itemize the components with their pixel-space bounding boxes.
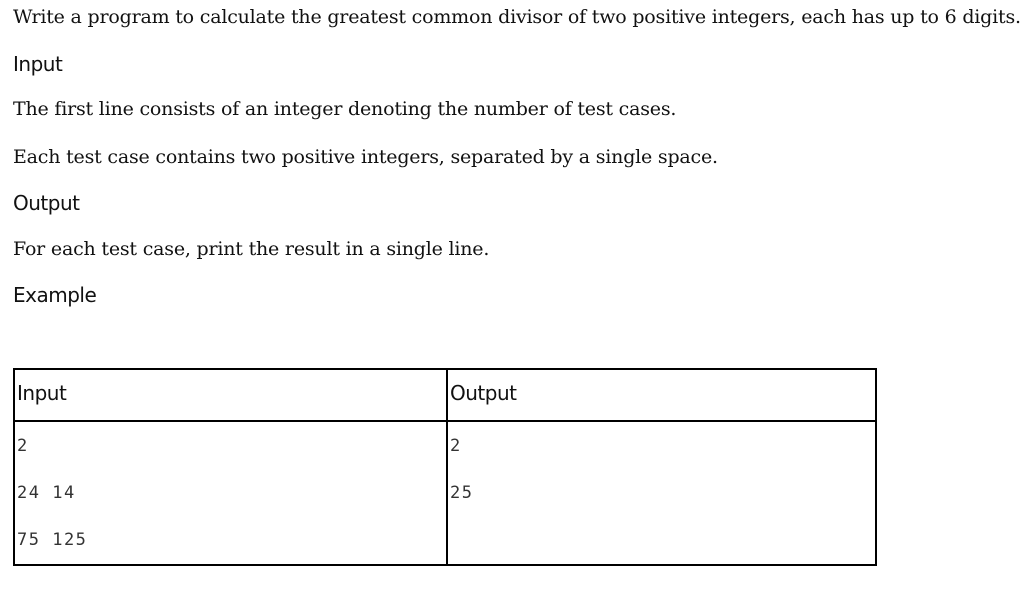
example-table <box>13 368 877 566</box>
example-input-line: 75 125 <box>17 530 88 550</box>
example-input-header: Input <box>14 369 447 421</box>
input-description-line-1: The first line consists of an integer denoting the number of test cases. <box>13 98 677 120</box>
example-input-line: 24 14 <box>17 483 76 503</box>
example-table-header-row <box>14 369 876 421</box>
example-output-line: 25 <box>450 483 474 503</box>
problem-statement: Write a program to calculate the greatest common divisor of two positive integers, each has up to 6 digits. <box>13 6 1021 28</box>
input-heading: Input <box>13 52 63 76</box>
example-output-line: 2 <box>450 436 462 456</box>
example-heading: Example <box>13 283 97 307</box>
example-input-cell <box>14 421 447 565</box>
input-description-line-2: Each test case contains two positive integers, separated by a single space. <box>13 146 718 168</box>
example-table-body-row <box>14 421 876 565</box>
output-heading: Output <box>13 191 80 215</box>
example-output-header: Output <box>447 369 876 421</box>
example-output-cell <box>447 421 876 565</box>
example-input-line: 2 <box>17 436 29 456</box>
output-description-line-1: For each test case, print the result in a single line. <box>13 238 490 260</box>
